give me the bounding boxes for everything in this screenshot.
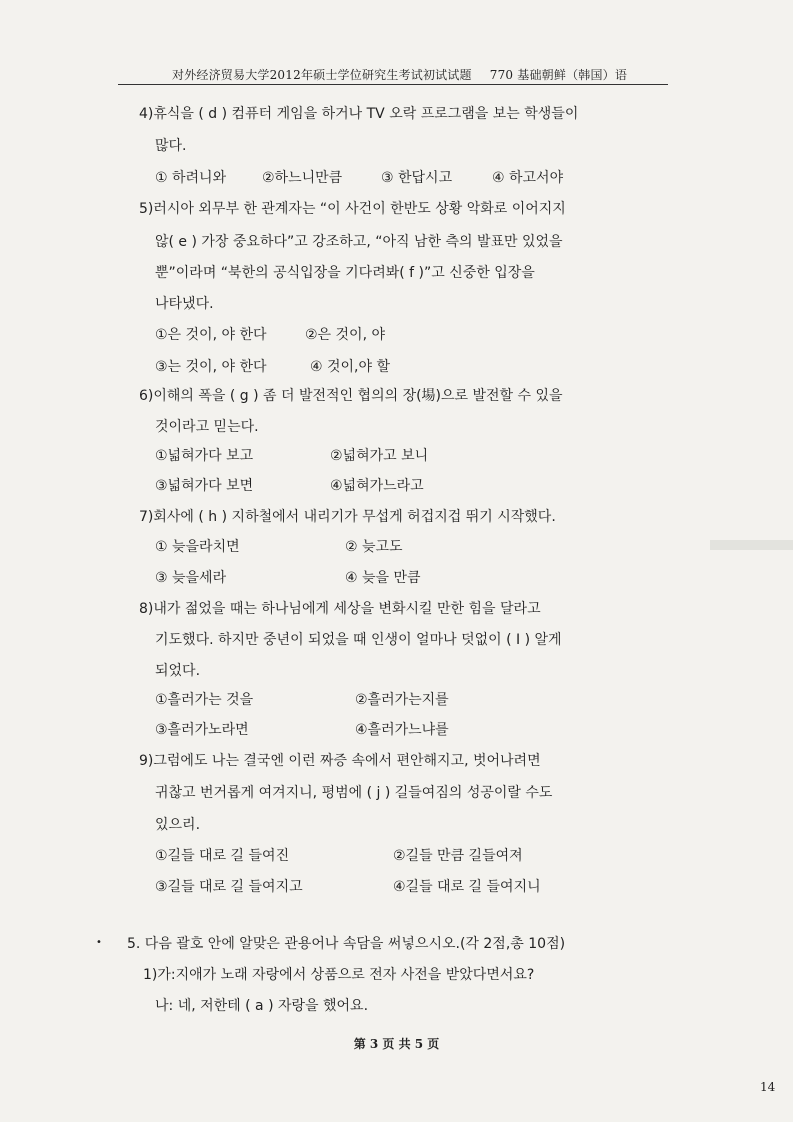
q6-option-2: ②넓혀가고 보니 xyxy=(330,448,429,464)
q7-option-3: ③ 늦을세라 xyxy=(155,570,227,586)
q9-option-2: ②길들 만큼 길들여져 xyxy=(393,848,523,864)
q7-option-4: ④ 늦을 만큼 xyxy=(345,570,421,586)
q7-option-1: ① 늦을라치면 xyxy=(155,539,240,555)
page-footer: 第 3 页 共 5 页 xyxy=(353,1037,440,1051)
s5-q1-line1: 1)가:지애가 노래 자랑에서 상품으로 전자 사전을 받았다면서요? xyxy=(143,967,535,983)
q8-line3: 되었다. xyxy=(155,663,201,679)
q5-line1: 5)러시아 외무부 한 관계자는 “이 사건이 한반도 상황 악화로 이어지지 xyxy=(139,201,566,217)
q9-line1: 9)그럼에도 나는 결국엔 이런 짜증 속에서 편안해지고, 벗어나려면 xyxy=(139,753,541,769)
q4-option-3: ③ 한답시고 xyxy=(381,170,453,186)
q8-option-3: ③흘러가노라면 xyxy=(155,722,249,738)
q5-option-2: ②은 것이, 야 xyxy=(305,327,385,343)
q6-line2: 것이라고 믿는다. xyxy=(155,419,259,435)
exam-header xyxy=(172,66,642,83)
q4-option-4: ④ 하고서야 xyxy=(492,170,564,186)
s5-q1-line2: 나: 네, 저한테 ( a ) 자랑을 했어요. xyxy=(155,998,369,1014)
q8-option-2: ②흘러가는지를 xyxy=(355,692,449,708)
page-number: 14 xyxy=(760,1080,776,1094)
header-subject: 770 基础朝鲜（韩国）语 xyxy=(489,68,628,82)
q9-line3: 있으리. xyxy=(155,817,201,833)
q8-line2: 기도했다. 하지만 중년이 되었을 때 인생이 얼마나 덧없이 ( I ) 알게 xyxy=(155,632,562,648)
q4-option-2: ②하느니만큼 xyxy=(262,170,343,186)
header-title: 对外经济贸易大学2012年硕士学位研究生考试初试试题 xyxy=(172,68,472,82)
section5-heading: 5. 다음 괄호 안에 알맞은 관용어나 속담을 써넣으시오.(각 2점,총 10점) xyxy=(127,936,566,952)
q9-option-4: ④길들 대로 길 들여지니 xyxy=(393,879,541,895)
q7-option-2: ② 늦고도 xyxy=(345,539,403,555)
q5-option-3: ③는 것이, 야 한다 xyxy=(155,359,267,375)
q5-line3: 뿐”이라며 “북한의 공식입장을 기다려봐( f )”고 신중한 입장을 xyxy=(155,265,535,281)
q6-option-3: ③넓혀가다 보면 xyxy=(155,478,254,494)
q9-option-3: ③길들 대로 길 들여지고 xyxy=(155,879,303,895)
q6-line1: 6)이해의 폭을 ( g ) 좀 더 발전적인 협의의 장(場)으로 발전할 수 있을 xyxy=(139,388,563,404)
q5-option-4: ④ 것이,야 할 xyxy=(310,359,390,375)
q5-option-1: ①은 것이, 야 한다 xyxy=(155,327,267,343)
q8-line1: 8)내가 젊었을 때는 하나님에게 세상을 변화시킬 만한 힘을 달라고 xyxy=(139,601,541,617)
scan-bullet-mark: • xyxy=(96,937,102,948)
q9-line2: 귀찮고 번거롭게 여겨지니, 평범에 ( j ) 길들여짐의 성공이랄 수도 xyxy=(155,785,553,801)
q4-line1: 4)휴식을 ( d ) 컴퓨터 게임을 하거나 TV 오락 프로그램을 보는 학생들이 xyxy=(139,106,579,122)
q4-line2: 많다. xyxy=(155,138,187,154)
q5-line4: 나타냈다. xyxy=(155,296,214,312)
q5-line2: 않( e ) 가장 중요하다”고 강조하고, “아직 남한 측의 발표만 있었을 xyxy=(155,234,563,250)
q9-option-1: ①길들 대로 길 들여진 xyxy=(155,848,290,864)
q7-line1: 7)회사에 ( h ) 지하철에서 내리기가 무섭게 허겁지겁 뛰기 시작했다. xyxy=(139,509,556,525)
header-rule xyxy=(118,84,668,85)
q6-option-1: ①넓혀가다 보고 xyxy=(155,448,254,464)
q8-option-4: ④흘러가느냐를 xyxy=(355,722,449,738)
scan-noise xyxy=(710,540,793,550)
q4-option-1: ① 하려니와 xyxy=(155,170,227,186)
q6-option-4: ④넓혀가느라고 xyxy=(330,478,424,494)
q8-option-1: ①흘러가는 것을 xyxy=(155,692,254,708)
